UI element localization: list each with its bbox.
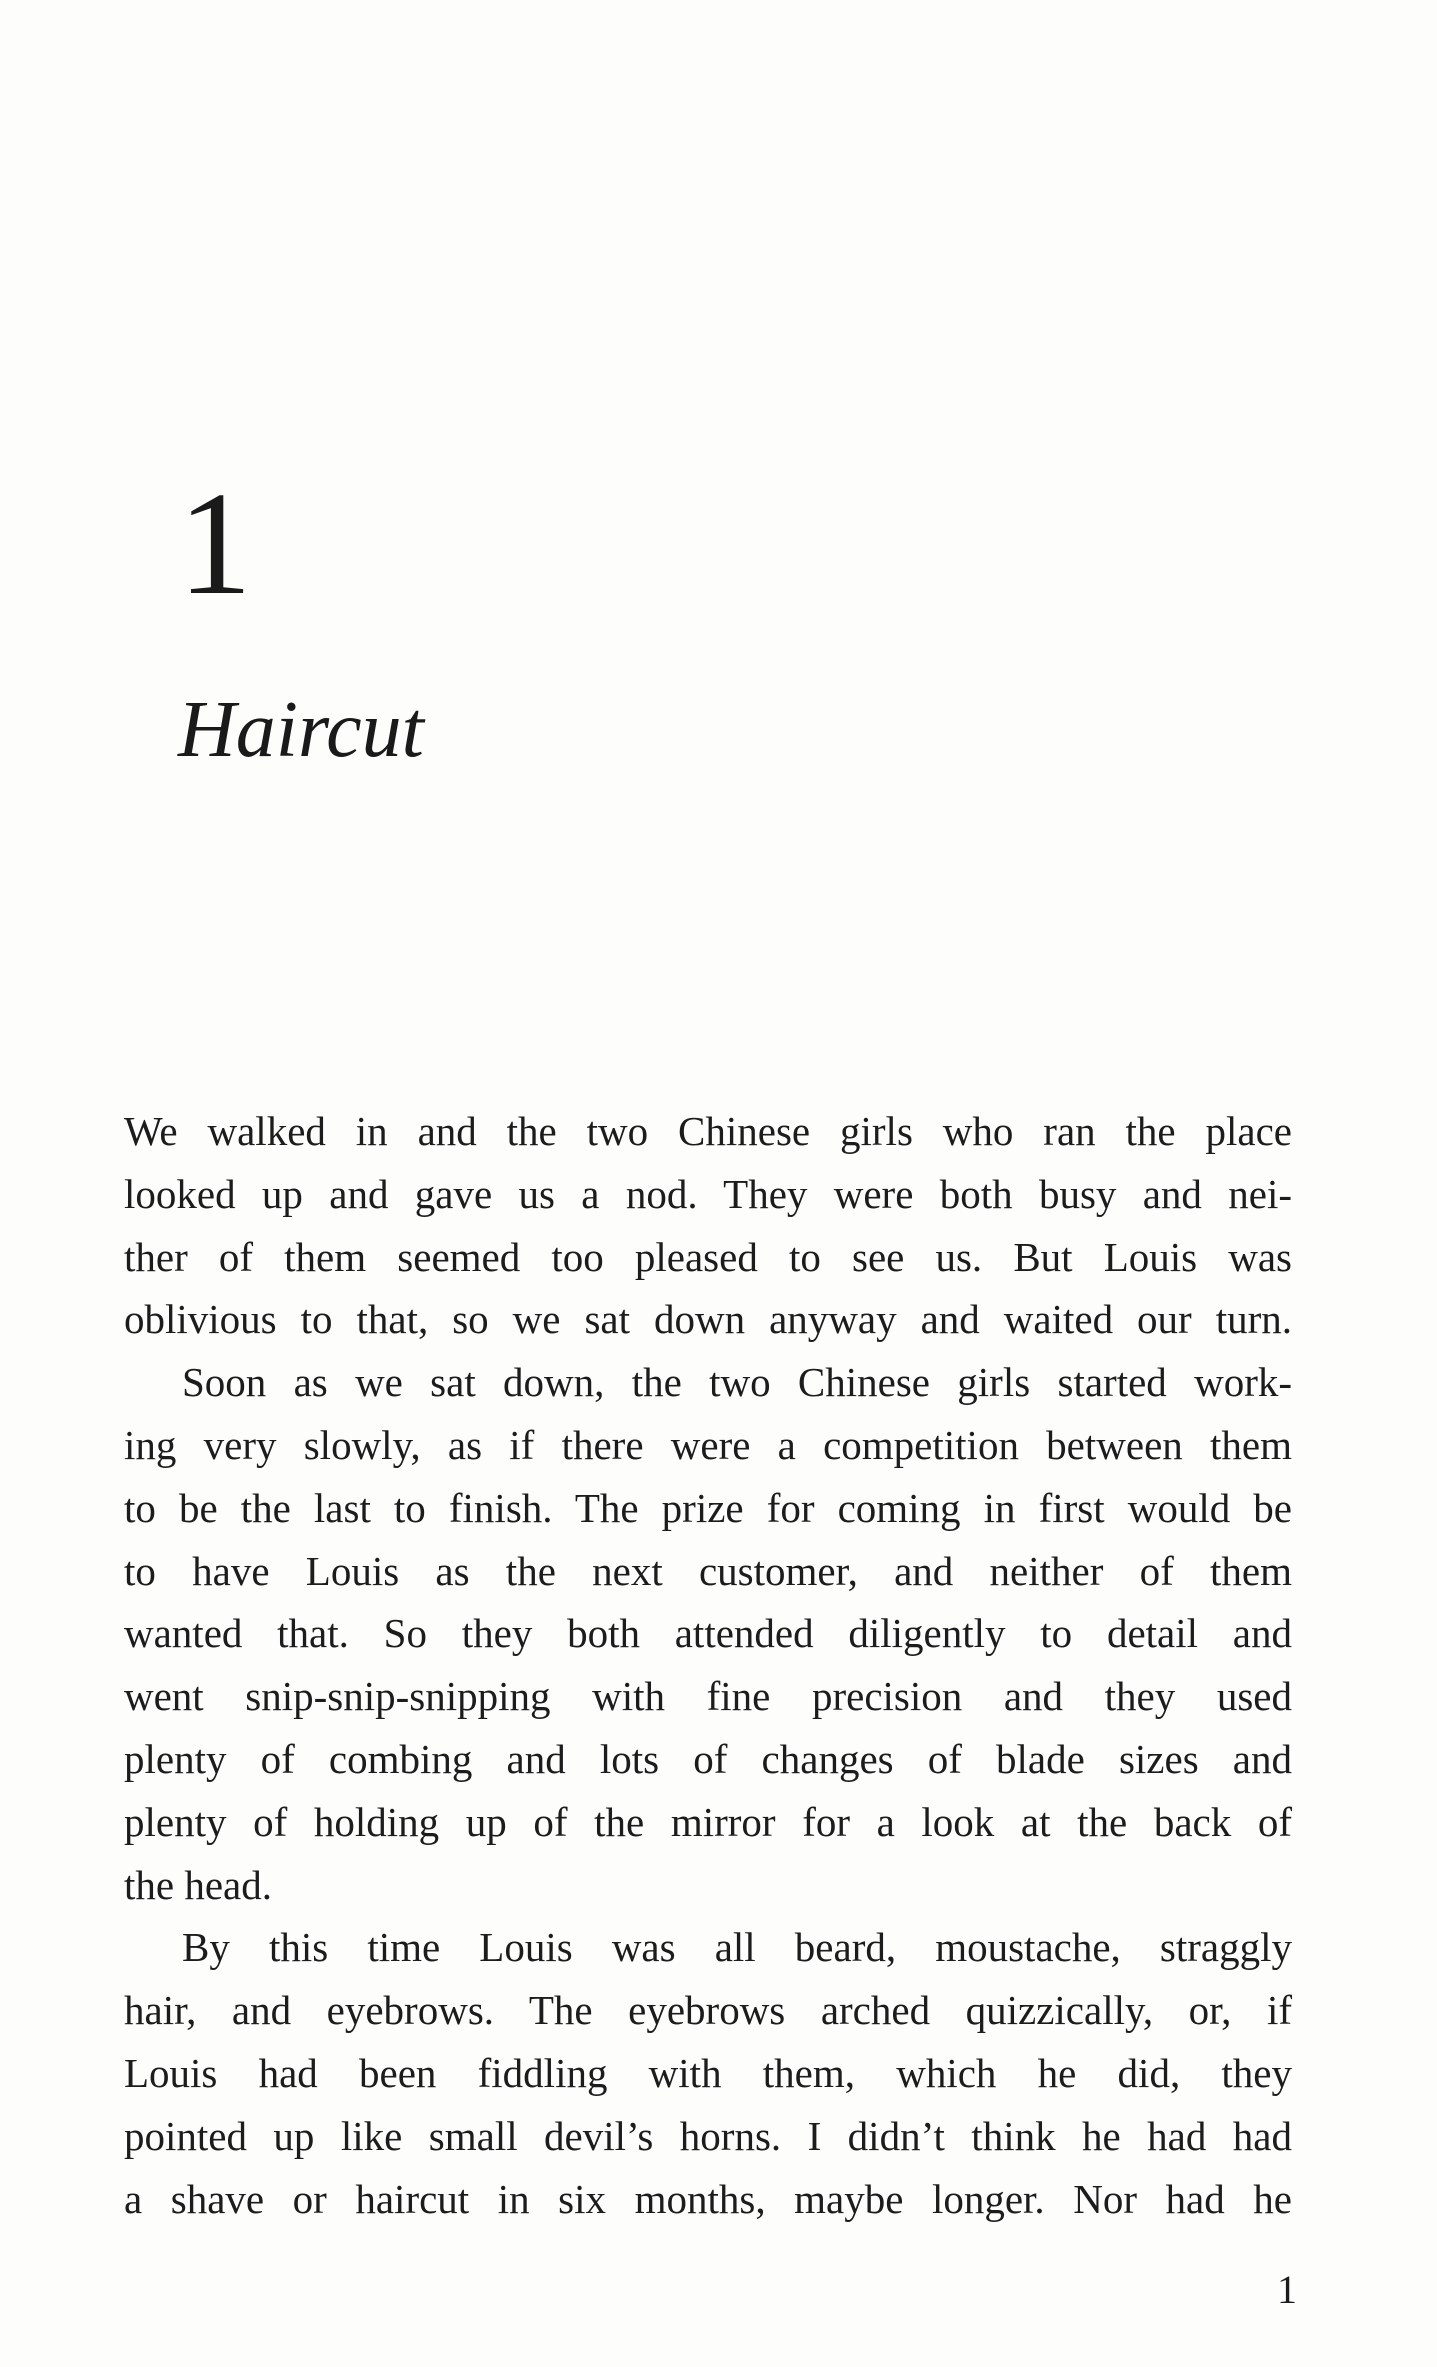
text-line: plenty of holding up of the mirror for a look at the back of [124,1798,1292,1845]
text-line: a shave or haircut in six months, maybe longer. Nor had he [124,2175,1292,2222]
chapter-number: 1 [178,462,252,626]
text-line: went snip-snip-snipping with fine precision and they used [124,1673,1292,1720]
text-line: to be the last to finish. The prize for coming in first would be [124,1484,1292,1531]
text-line: wanted that. So they both attended diligently to detail and [124,1610,1292,1657]
text-line: plenty of combing and lots of changes of blade sizes and [124,1735,1292,1782]
body-text [124,1100,1292,2230]
page-number: 1 [1277,2267,1297,2312]
text-line: hair, and eyebrows. The eyebrows arched quizzically, or, if [124,1987,1292,2034]
text-line: We walked in and the two Chinese girls who ran the place [124,1108,1292,1154]
chapter-title: Haircut [178,686,424,774]
text-line: oblivious to that, so we sat down anyway and waited our turn. [124,1296,1292,1343]
text-line: ing very slowly, as if there were a competition between them [124,1421,1292,1468]
text-line: to have Louis as the next customer, and neither of them [124,1547,1292,1594]
text-line: the head. [124,1861,272,1908]
text-line: pointed up like small devil’s horns. I didn’t think he had had [124,2112,1292,2159]
text-line: looked up and gave us a nod. They were both busy and nei- [124,1170,1292,1217]
text-line: Soon as we sat down, the two Chinese girls started work- [182,1359,1292,1406]
text-line: By this time Louis was all beard, moustache, straggly [182,1924,1292,1971]
text-line: Louis had been fiddling with them, which he did, they [124,2049,1292,2096]
text-line: ther of them seemed too pleased to see us. But Louis was [124,1233,1292,1280]
